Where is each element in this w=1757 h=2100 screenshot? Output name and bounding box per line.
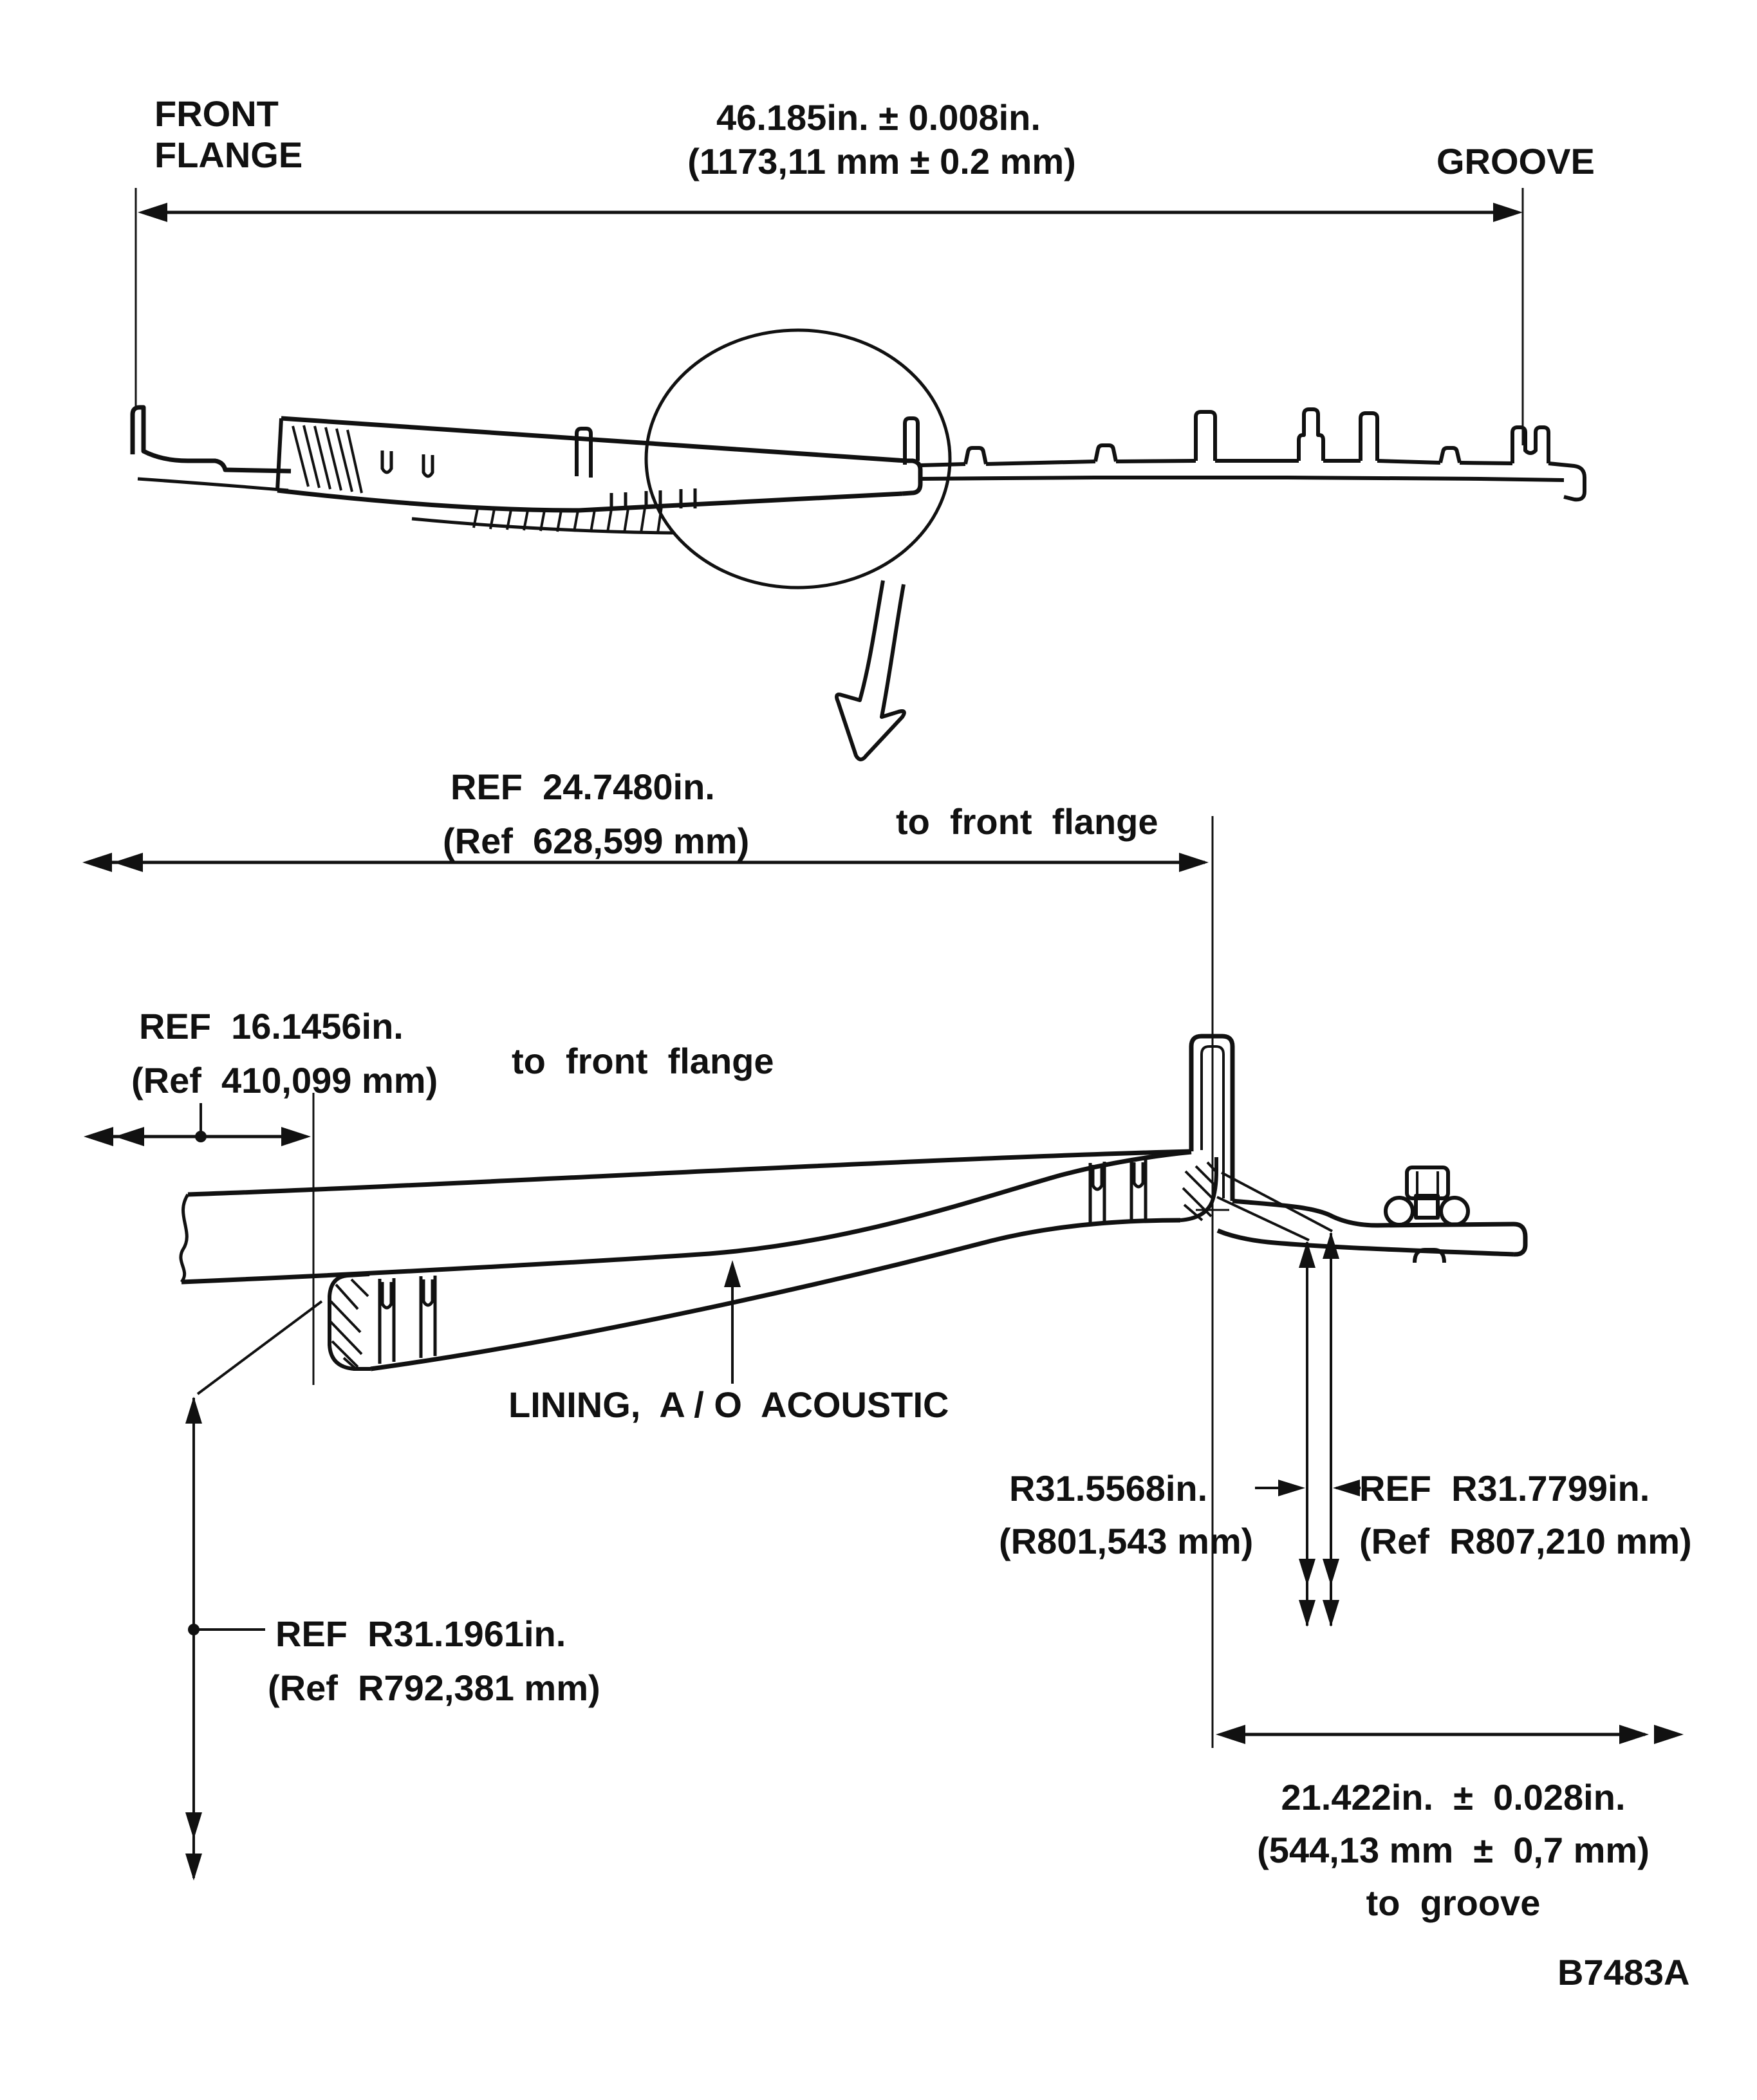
ref-groove-dim-inches: REF 24.7480in. — [451, 767, 715, 807]
arrowhead-left — [1216, 1725, 1245, 1744]
groove-dim-mm: (544,13 mm ± 0,7 mm) — [1257, 1830, 1650, 1870]
groove-dim-suffix: to groove — [1366, 1882, 1541, 1923]
arrowhead-down-2 — [1299, 1600, 1315, 1627]
groove-dim-inches: 21.422in. ± 0.028in. — [1281, 1777, 1626, 1817]
clip-curl-right — [1441, 1198, 1468, 1225]
arrowhead-down-1 — [1323, 1559, 1339, 1586]
detail-view — [82, 767, 1692, 1923]
arrowhead-right — [1278, 1480, 1305, 1496]
radius-line-left — [185, 1301, 322, 1881]
arrowhead-double-left-1 — [84, 1127, 113, 1146]
clip-curl-left — [1386, 1198, 1413, 1225]
shouldered-tab-1 — [1299, 409, 1323, 461]
drawing-code: B7483A — [1557, 1952, 1690, 1993]
radius-inner-inches: R31.5568in. — [1009, 1468, 1208, 1509]
arrowhead-down-1 — [1299, 1559, 1315, 1586]
band-u-rib-1 — [382, 451, 391, 472]
clip-under-bump — [1415, 1250, 1444, 1263]
bump-2 — [1095, 445, 1116, 461]
arrowhead-up — [724, 1260, 741, 1287]
arrowhead-up — [185, 1397, 202, 1424]
band-tab — [577, 429, 591, 478]
radius-left-diagonal — [198, 1301, 322, 1394]
groove-dimension — [1216, 1725, 1684, 1744]
arrowhead-down-2 — [1323, 1600, 1339, 1627]
arrowhead-down-1 — [185, 1812, 202, 1839]
overall-dimension-mm: (1173,11 mm ± 0.2 mm) — [687, 141, 1076, 181]
panel-right-top-edge — [1232, 1201, 1525, 1254]
lining-left-cap-hatch — [330, 1279, 368, 1368]
arrowhead-right — [1179, 853, 1209, 872]
overall-dimension-inches: 46.185in. ± 0.008in. — [716, 97, 1041, 138]
panel-left-flange-profile — [133, 407, 291, 471]
detail-callout-arrow — [837, 581, 904, 759]
lining-right-cap-hatch — [1183, 1162, 1216, 1220]
arrowhead-double-left-2 — [113, 853, 143, 872]
lining-band-top-edge — [281, 418, 920, 494]
bump-3 — [1440, 448, 1460, 463]
arrowhead-double-left-1 — [82, 853, 112, 872]
skin-right-bottom-edge — [920, 478, 1564, 480]
part-label: LINING, A / O ACOUSTIC — [508, 1384, 949, 1425]
radius-outer-ref-mm: (Ref R807,210 mm) — [1359, 1521, 1692, 1561]
groove-double-tab — [1512, 427, 1548, 463]
radius-left-ref-mm: (Ref R792,381 mm) — [268, 1668, 600, 1708]
shouldered-tab-2 — [1361, 413, 1377, 461]
arrowhead-down-2 — [185, 1854, 202, 1881]
arrowhead-right — [281, 1127, 311, 1146]
arrowhead-right — [1493, 203, 1523, 222]
arrowhead-double-right-2 — [1654, 1725, 1684, 1744]
panel-top-edge — [188, 1151, 1191, 1194]
radius-left-ref-inches: REF R31.1961in. — [275, 1613, 566, 1654]
clip-head — [1407, 1167, 1448, 1198]
top-view — [133, 93, 1595, 759]
ref-groove-dim-mm: (Ref 628,599 mm) — [443, 821, 750, 861]
panel-left-lower-edge — [138, 479, 288, 490]
band-u-rib-2 — [423, 454, 432, 476]
arrowhead-left — [1333, 1480, 1360, 1496]
bump-1 — [965, 448, 986, 464]
ref-lining-dim-mm: (Ref 410,099 mm) — [131, 1060, 438, 1101]
lining-bottom-edge — [371, 1220, 1180, 1369]
fuselage-panel-cross-section — [133, 407, 1585, 533]
front-flange-label-line1: FRONT — [154, 93, 279, 134]
ref-lining-dim-inches: REF 16.1456in. — [139, 1006, 404, 1046]
lining-left-ribs — [380, 1276, 435, 1364]
ref-groove-dim-suffix: to front flange — [896, 801, 1158, 842]
panel-break-edge — [181, 1194, 188, 1282]
radius-inner-mm: (R801,543 mm) — [999, 1521, 1254, 1561]
radius-outer-ref-inches: REF R31.7799in. — [1359, 1468, 1650, 1509]
band-hatch-left — [293, 425, 362, 493]
lining-band-bottom-edge — [277, 490, 902, 510]
groove-label: GROOVE — [1436, 141, 1595, 181]
acoustic-lining-profile — [330, 1157, 1216, 1369]
tall-tab — [1196, 412, 1215, 461]
front-flange-label-line2: FLANGE — [154, 135, 303, 175]
arrowhead-left — [138, 203, 167, 222]
lining-band-left-edge — [277, 418, 281, 490]
arrowhead-double-left-2 — [115, 1127, 144, 1146]
panel-right-bottom-edge — [1218, 1231, 1514, 1254]
arrowhead-double-right-1 — [1619, 1725, 1649, 1744]
tab-at-band-end — [905, 418, 918, 465]
ref-lining-dim-suffix: to front flange — [512, 1041, 774, 1081]
